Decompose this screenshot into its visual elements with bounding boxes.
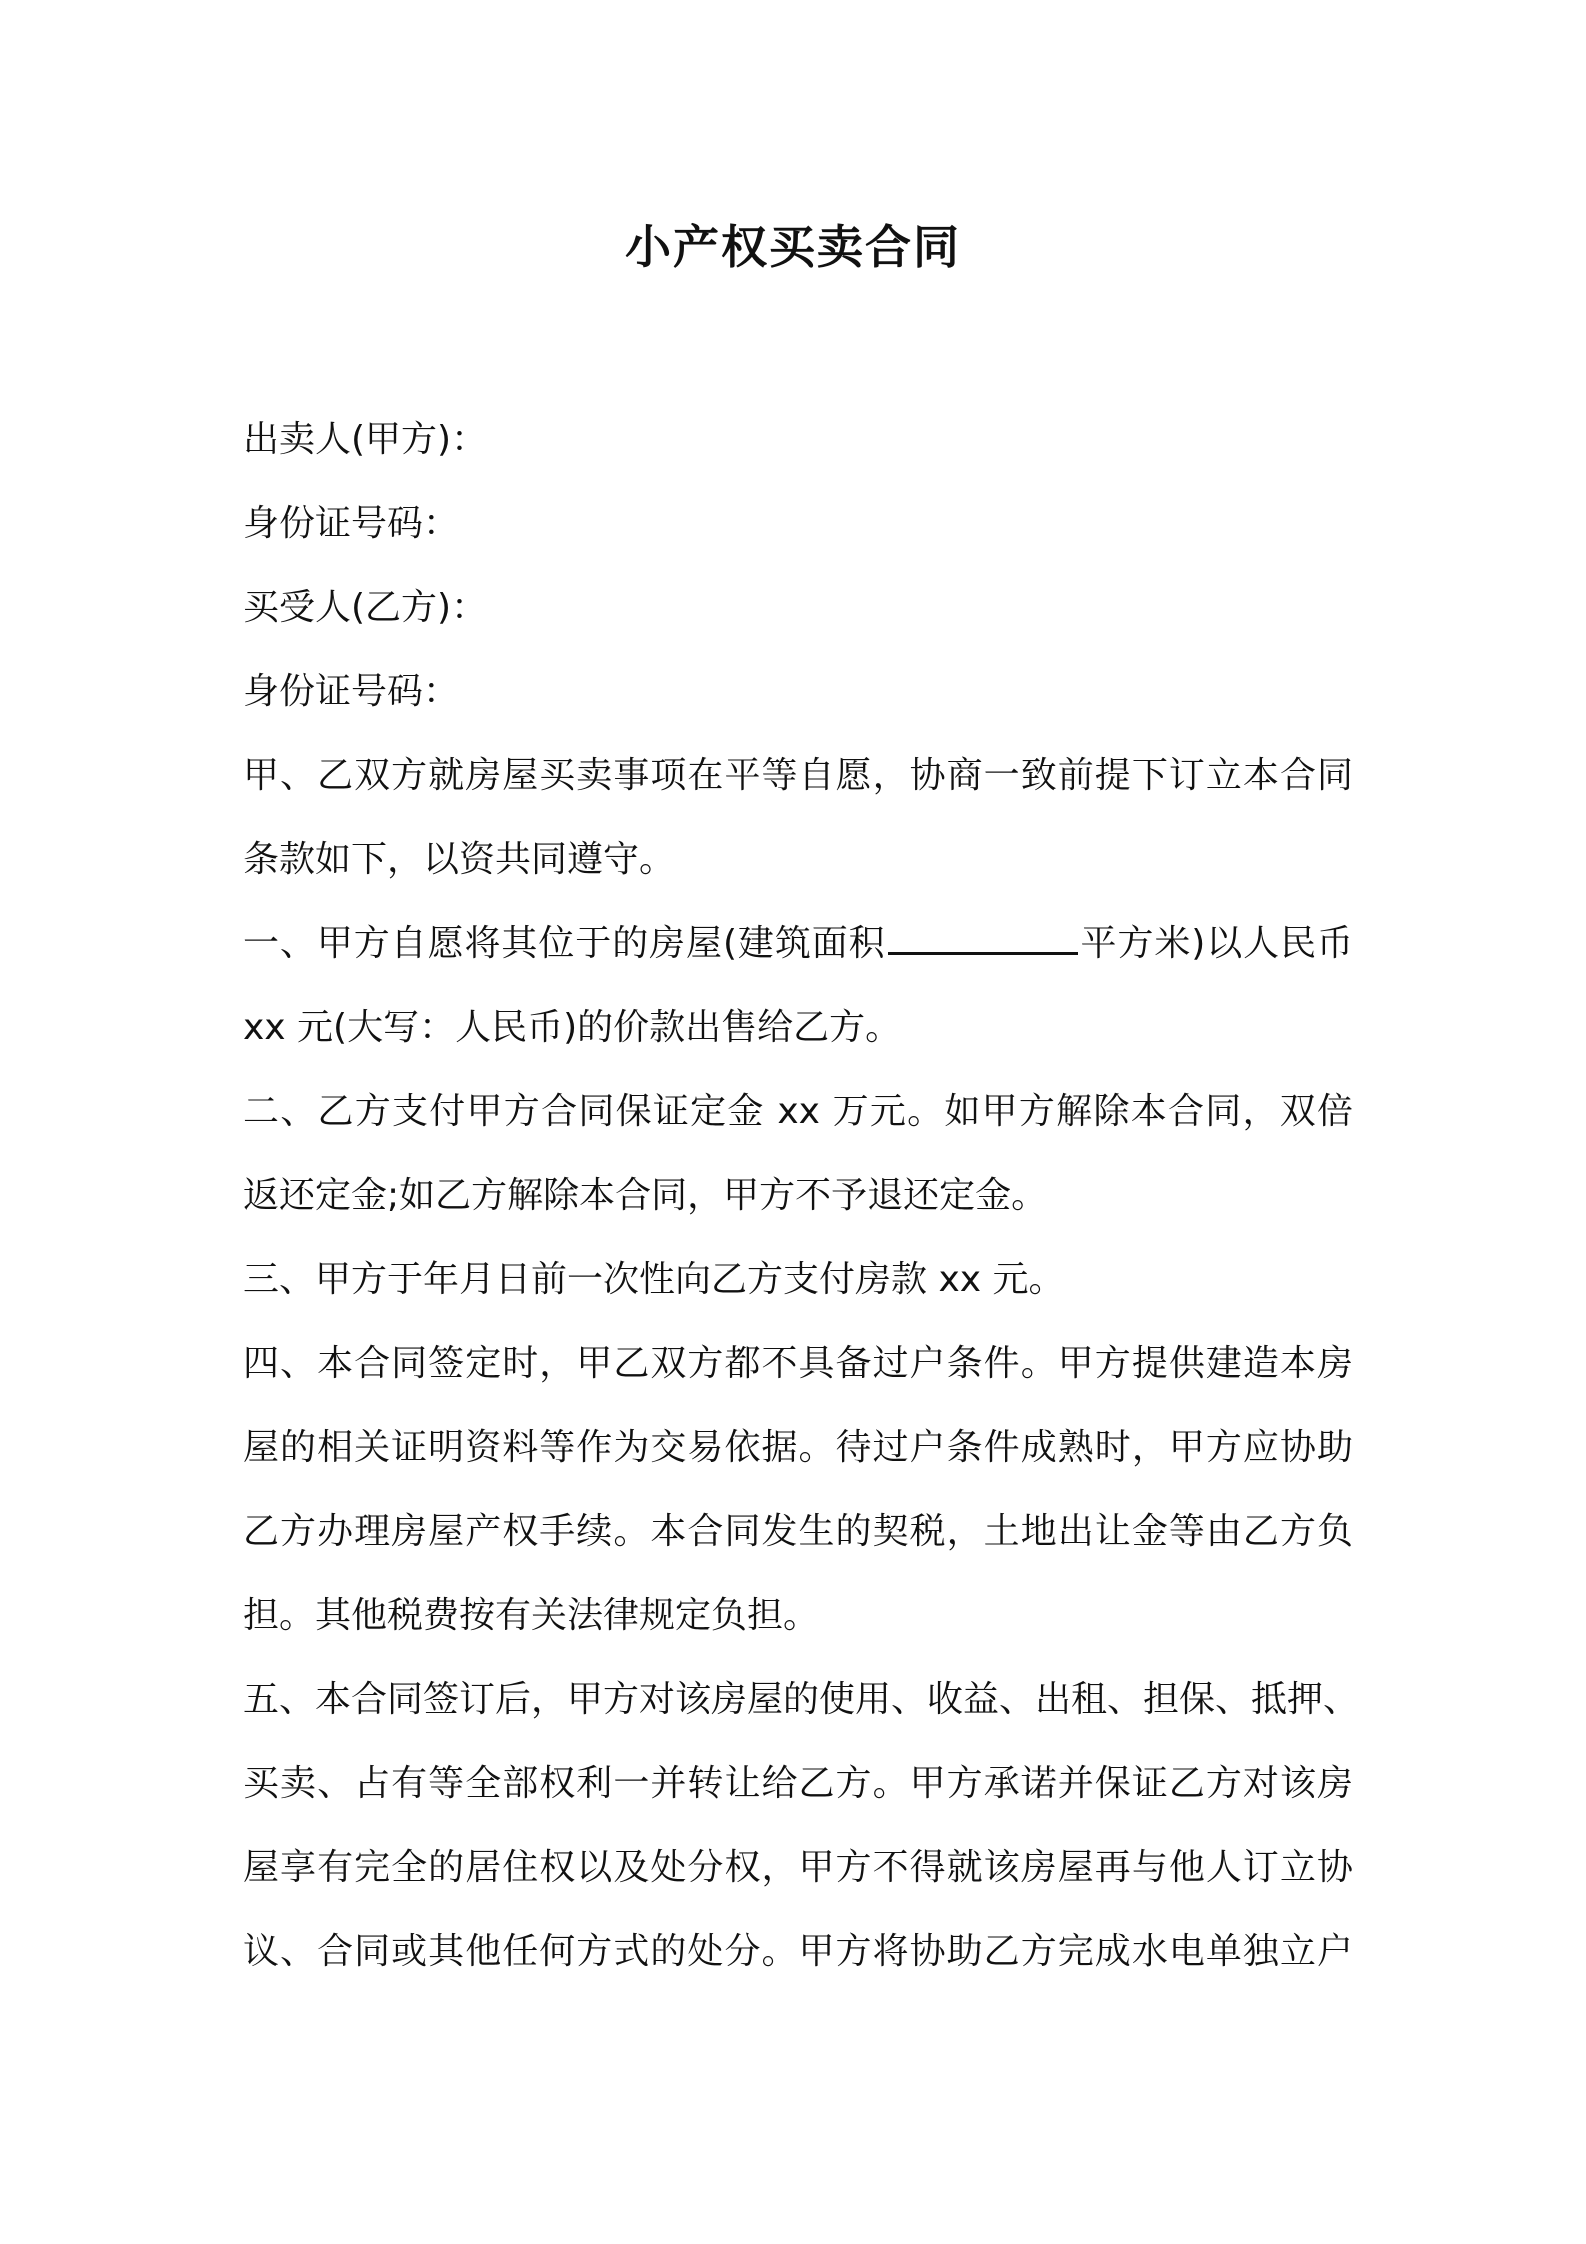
clause-4-line-1: 四、本合同签定时，甲乙双方都不具备过户条件。甲方提供建造本房	[243, 1343, 1353, 1384]
clause-3-line-1: 三、甲方于年月日前一次性向乙方支付房款 xx 元。	[243, 1259, 1065, 1300]
clause-2-line-2: 返还定金;如乙方解除本合同，甲方不予退还定金。	[243, 1175, 1048, 1216]
clause-5-line-2: 买卖、占有等全部权利一并转让给乙方。甲方承诺并保证乙方对该房	[243, 1763, 1353, 1804]
seller-field: 出卖人(甲方)：	[243, 419, 488, 460]
clause-4-line-2: 屋的相关证明资料等作为交易依据。待过户条件成熟时，甲方应协助	[243, 1427, 1353, 1468]
clause-1-line-1	[243, 902, 1353, 986]
clause-1-line-2: xx 元(大写：人民币)的价款出售给乙方。	[243, 1007, 902, 1048]
buyer-id-field: 身份证号码：	[243, 671, 460, 712]
buyer-field: 买受人(乙方)：	[243, 587, 488, 628]
clause-1-text-a: 一、甲方自愿将其位于的房屋(建筑面积	[243, 923, 886, 964]
document-title: 小产权买卖合同	[625, 220, 961, 274]
clause-5-line-1: 五、本合同签订后，甲方对该房屋的使用、收益、出租、担保、抵押、	[243, 1679, 1360, 1720]
clause-5-line-4: 议、合同或其他任何方式的处分。甲方将协助乙方完成水电单独立户	[243, 1931, 1353, 1972]
contract-body	[243, 398, 1360, 1994]
clause-5-line-3: 屋享有完全的居住权以及处分权，甲方不得就该房屋再与他人订立协	[243, 1847, 1353, 1888]
area-blank-field	[888, 922, 1078, 955]
clause-4-line-3: 乙方办理房屋产权手续。本合同发生的契税，土地出让金等由乙方负	[243, 1511, 1353, 1552]
clause-4-line-4: 担。其他税费按有关法律规定负担。	[243, 1595, 820, 1636]
intro-line-1: 甲、乙双方就房屋买卖事项在平等自愿，协商一致前提下订立本合同	[243, 755, 1353, 796]
intro-line-2: 条款如下，以资共同遵守。	[243, 839, 676, 880]
seller-id-field: 身份证号码：	[243, 503, 460, 544]
clause-2-line-1: 二、乙方支付甲方合同保证定金 xx 万元。如甲方解除本合同，双倍	[243, 1091, 1353, 1132]
clause-1-text-b: 平方米)以人民币	[1079, 923, 1354, 964]
